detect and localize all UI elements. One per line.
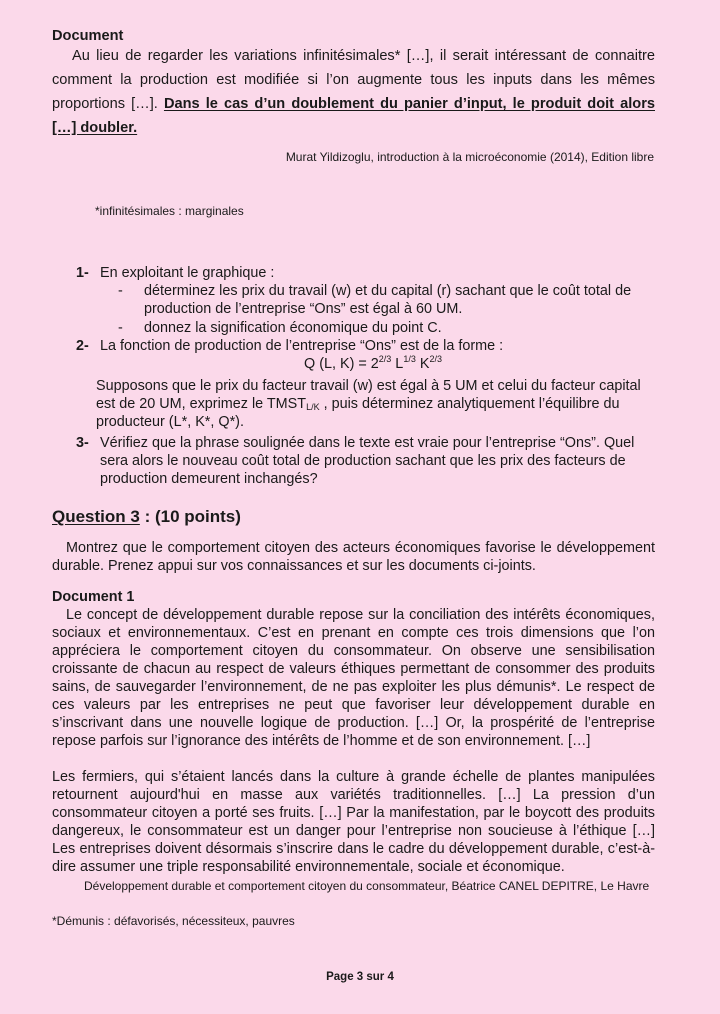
question-2 [76,337,656,355]
question-1-number: 1- [76,265,89,281]
question-2-number: 2- [76,338,89,354]
document-1-source: Développement durable et comportement citoyen du consommateur, Béatrice CANEL DEPITRE, Le Havre [84,879,650,893]
question-1-text: En exploitant le graphique : [100,265,275,281]
question-1-bullet-1 [118,282,658,318]
doc-excerpt-body [52,44,655,140]
bullet-dash-icon: - [118,320,123,336]
document-1-paragraph-1: Le concept de développement durable repose sur la conciliation des intérêts économiques, sociaux et environnementaux. C’est en prenant en compte ces trois dimensions que l’on appréciera le comportement citoyen du consommateur. On observe une sensibilisation croissante de chacun au respect de valeurs éthiques permettant de consommer des produits sains, de sauvegarder l’environnement, de ne pas exploiter les plus démunis*. Le respect de ces valeurs par les entreprises ne peut que favoriser leur développement durable en s’inscrivant dans une nouvelle logique de production. […] Or, la prospérité de l’entreprise repose parfois sur l’ignorance des intérêts de l’homme et de son environnement. […] [52,607,655,749]
question-3-item [76,434,656,488]
question-1-bullet-1-text: déterminez les prix du travail (w) et du capital (r) sachant que le coût total de production de l’entreprise “Ons” est égal à 60 UM. [144,283,632,317]
doc-excerpt-text: Au lieu de regarder les variations infinitésimales* […], il serait intéressant de connaitre comment la production est modifiée si l’on augmente tous les inputs dans les mêmes proportions […]. [52,48,655,112]
question-1-bullet-2 [118,319,658,337]
document-1-title: Document 1 [52,589,135,605]
question-2-details: Supposons que le prix du facteur travail (w) est égal à 5 UM et celui du facteur capital est de 20 UM, exprimez le $TMST_{L/K}$ , puis déterminez analytiquement l’équilibre du producteur (L*, K*, Q*). [96,378,641,430]
production-function-formula: Q (L, $K) = 2^{2/3}$ $L^{1/3}$ $K^{2/3}$ [304,354,442,372]
question-3-points: : (10 points) [139,507,241,526]
doc-excerpt-title: Document [52,28,124,44]
question-3-title: Question 3 [52,507,140,526]
doc-excerpt-source: Murat Yildizoglu, introduction à la microéconomie (2014), Edition libre [285,150,654,164]
document-1-paragraph-2: Les fermiers, qui s’étaient lancés dans la culture à grande échelle de plantes manipulées retournent aujourd'hui en masse aux variétés traditionnelles. […] La pression d’un consommateur citoyen a porté ses fruits. […] Par la manifestation, par le boycott des produits dangereux, le consommateur est un danger pour l’entreprise non soucieuse à l’éthique […] Les entreprises doivent désormais s’inscrire dans le cadre du développement durable, c’est-à-dire assumer une triple responsabilité environnementale, sociale et économique. [52,769,655,875]
question-2-text: La fonction de production de l’entreprise “Ons” est de la forme : [100,338,504,354]
document-1-footnote: *Démunis : défavorisés, nécessiteux, pauvres [52,914,295,928]
question-3-number: 3- [76,435,89,451]
question-3-heading [52,507,241,527]
doc-excerpt-footnote: *infinitésimales : marginales [95,204,244,218]
question-3-prompt: Montrez que le comportement citoyen des acteurs économiques favorise le développement durable. Prenez appui sur vos connaissances et sur les documents ci-joints. [52,540,655,574]
bullet-dash-icon: - [118,283,123,299]
page-number: Page 3 sur 4 [326,971,394,983]
question-1 [76,264,656,282]
question-3-text: Vérifiez que la phrase soulignée dans le texte est vraie pour l’entreprise “Ons”. Quel sera alors le nouveau coût total de production sachant que les prix des facteurs de production demeurent inchangés? [100,435,635,487]
question-1-bullet-2-text: donnez la signification économique du point C. [144,320,442,336]
underlined-sentence: Dans le cas d’un doublement du panier d’input, le produit doit alors […] doubler. [52,96,655,136]
